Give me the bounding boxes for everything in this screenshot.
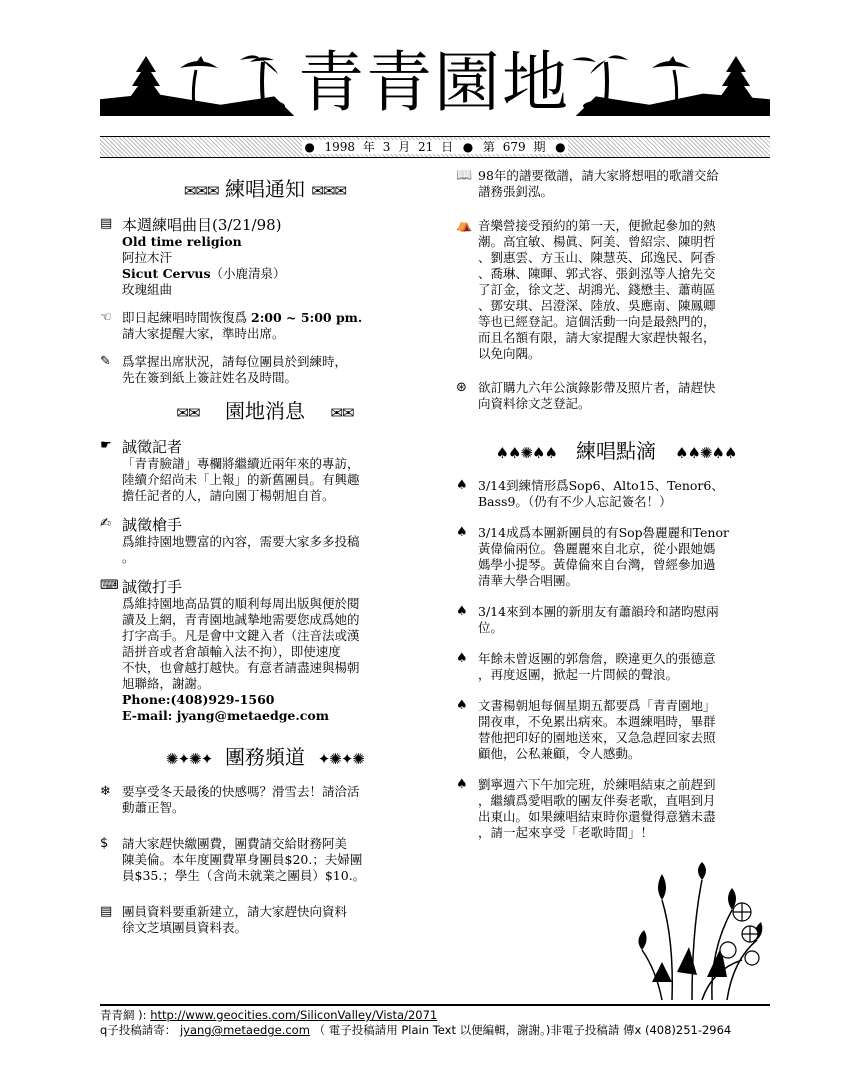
recruit-typist: ⌨ 誠徵打手 爲維持園地高品質的順利每周出版與便於閱 讀及上網，青青園地誠摯地需要您成爲她的 打字高手。凡是會中文鍵入者（注音法或漢 語拼音或者倉頡輸入法不拘），即使速度 不快，也會越打越快。有意者請盡速與楊朝 旭聯絡，謝謝。 Phone:(408)929-1560 E-mail: jyang@metaedge.com	[100, 578, 430, 724]
camp-icon: ⛺	[456, 218, 473, 233]
drop-icon: ♠	[456, 698, 468, 713]
rehearsal-header: ✉✉✉ 練唱通知 ✉✉✉	[183, 177, 347, 201]
drops-header: ♠♠✺♠♠ 練唱點滴 ♠♠✺♠♠	[495, 439, 737, 463]
newsletter-title: 青青園地	[298, 44, 570, 121]
membership-dues: $ 請大家趕快繳團費，團費請交給財務阿美 陳美倫。本年度團費單身團員$20.；夫婦團 員$35.；學生（含尚未就業之團員）$10.。	[100, 836, 366, 883]
snowflake-icon: ❄	[100, 784, 111, 799]
left-column	[100, 168, 430, 948]
drop-item: ♠ 劉寧週六下午加完班，於練唱結束之前趕到 ，繼續爲愛唱歌的團友伴奏老歌，直唱到月 出東山。如果練唱結束時你還覺得意猶未盡 ，請一起來享受「老歌時間」！	[456, 777, 716, 840]
news-header: ✉✉ 園地消息 ✉✉	[176, 399, 354, 423]
issue-date-bar	[100, 136, 770, 158]
mailbox-icon: ✉✉✉	[311, 182, 347, 200]
drop-icon: ♠	[456, 525, 468, 540]
palm-tree-left-icon	[100, 48, 300, 118]
drop-icon: ♠	[456, 651, 468, 666]
weekly-songs: ▤ 本週練唱曲目(3/21/98) Old time religion 阿拉木汗 Sicut Cervus（小鹿清泉） 玫瑰組曲	[100, 216, 430, 298]
envelope-icon: ✉✉	[176, 404, 200, 422]
water-drop-icon: ♠♠✺♠♠	[675, 444, 737, 462]
keyboard-icon: ⌨	[100, 578, 119, 593]
drop-icon: ♠	[456, 478, 468, 493]
drop-icon: ♠	[456, 604, 468, 619]
song-1: Old time religion	[122, 234, 242, 249]
website-link[interactable]: http://www.geocities.com/SiliconValley/Vista/2071	[150, 1008, 438, 1022]
score-request: 📖 98年的譜要徵譜，請大家將想唱的歌譜交給 譜務張釗泓。	[456, 168, 719, 199]
pencil-icon: ✎	[100, 354, 111, 369]
contact-phone: Phone:(408)929-1560	[122, 692, 275, 707]
ski-trip: ❄ 要享受冬天最後的快感嗎？滑雪去！請洽活 動蕭正智。	[100, 784, 360, 815]
song-4: 玫瑰組曲	[122, 282, 173, 297]
pointing-hand-icon: ☜	[100, 310, 112, 325]
drop-item: ♠ 3/14來到本團的新朋友有蕭韻玲和諸昀慰兩 位。	[456, 604, 719, 635]
song-3: Sicut Cervus（小鹿清泉）	[122, 266, 286, 281]
drop-item: ♠ 3/14成爲本團新團員的有Sop魯麗麗和Tenor 黃偉倫兩位。魯麗麗來自北京，從小跟她媽 媽學小提琴。黃偉倫來自台灣，曾經參加過 清華大學合唱團。	[456, 525, 729, 588]
footer	[100, 1004, 770, 1038]
form-icon: ▤	[100, 904, 113, 919]
envelope-icon: ✉✉	[330, 404, 354, 422]
recruit-reporter: ☛ 誠徵記者 「青青臉譜」專欄將繼續近兩年來的專訪， 陸續介紹尚未「上報」的新舊團員。有興趣 擔任記者的人，請向園丁楊朝旭自首。	[100, 438, 360, 503]
book-icon: 📖	[456, 168, 473, 183]
drop-item: ♠ 文書楊朝旭每個星期五都要爲「青青園地」 開夜車，不免累出病來。本週練唱時，畢群 替他把印好的園地送來，又急急趕回家去照 顧他，公私兼顧，令人感動。	[456, 698, 716, 761]
song-2: 阿拉木汗	[122, 250, 173, 265]
affairs-header: ✺✦✺✦ 團務頻道 ✦✺✦✺	[166, 745, 364, 769]
clock-icon: ⊛	[456, 380, 467, 395]
drop-item: ♠ 年餘未曾返團的郭詹詹，睽違更久的張德意 ，再度返團，掀起一片問候的聲浪。	[456, 651, 716, 682]
music-camp: ⛺ 音樂營接受預約的第一天，便掀起參加的熱 潮。高宜敏、楊眞、阿美、曾紹宗、陳明哲 、劉惠雲、方玉山、陳慧英、邱逸民、阿香 、喬琳、陳暉、郭式容、張釗泓等人搶先交 了訂金，徐文芝、胡鴻光、錢懋圭、蕭萌區 、鄧安琪、呂澄深、陸放、吳應南、陳鳳卿 等也已經登記。這個活動一向是最熱門的， 而且名額有限，請大家提醒大家趕快報名， 以免向隅。	[456, 218, 716, 361]
submit-email-link[interactable]: jyang@metaedge.com	[179, 1023, 310, 1037]
drop-icon: ♠	[456, 777, 468, 792]
writing-hand-icon: ✍	[100, 516, 111, 531]
water-drop-icon: ♠♠✺♠♠	[495, 444, 557, 462]
footer-web-line: 青青網 ): http://www.geocities.com/SiliconValley/Vista/2071	[100, 1008, 438, 1022]
palm-tree-right-icon	[570, 48, 770, 118]
pointing-hand-icon: ☛	[100, 438, 112, 453]
member-roster: ▤ 團員資料要重新建立，請大家趕快向資料 徐文芝填團員資料表。	[100, 904, 348, 935]
concert-video: ⊛ 欲訂購九六年公演錄影帶及照片者，請趕快 向資料徐文芝登記。	[456, 380, 716, 411]
recruit-writer: ✍ 誠徵槍手 爲維持園地豐富的內容，需要大家多多投稿 。	[100, 516, 360, 565]
right-column	[456, 168, 776, 856]
zigzag-icon: ✦✺✦✺	[317, 750, 364, 768]
date-line: ● 1998 年 3 月 21 日 ● 第 679 期 ●	[304, 140, 566, 154]
sign-in-note: ✎ 爲掌握出席狀況，請每位團員於到練時， 先在簽到紙上簽註姓名及時間。	[100, 354, 348, 385]
zigzag-icon: ✺✦✺✦	[166, 750, 213, 768]
masthead	[100, 44, 770, 130]
dollar-icon: $	[100, 836, 109, 851]
flowers-illustration-icon	[632, 862, 772, 1002]
notebook-icon: ▤	[100, 216, 113, 231]
drop-item: ♠ 3/14到練情形爲Sop6、Alto15、Tenor6、 Bass9。（仍有不少人忘記簽名！）	[456, 478, 724, 509]
rehearsal-time: ☜ 即日起練唱時間恢復爲 2:00 ~ 5:00 pm. 請大家提醒大家，準時出席。	[100, 310, 363, 341]
mailbox-icon: ✉✉✉	[183, 182, 219, 200]
contact-email[interactable]: E-mail: jyang@metaedge.com	[122, 708, 329, 723]
footer-submit-line: q子投稿請寄： jyang@metaedge.com （ 電子投稿請用 Plain Text 以便編輯，謝謝。)非電子投稿請 傳x (408)251-2964	[100, 1023, 732, 1037]
